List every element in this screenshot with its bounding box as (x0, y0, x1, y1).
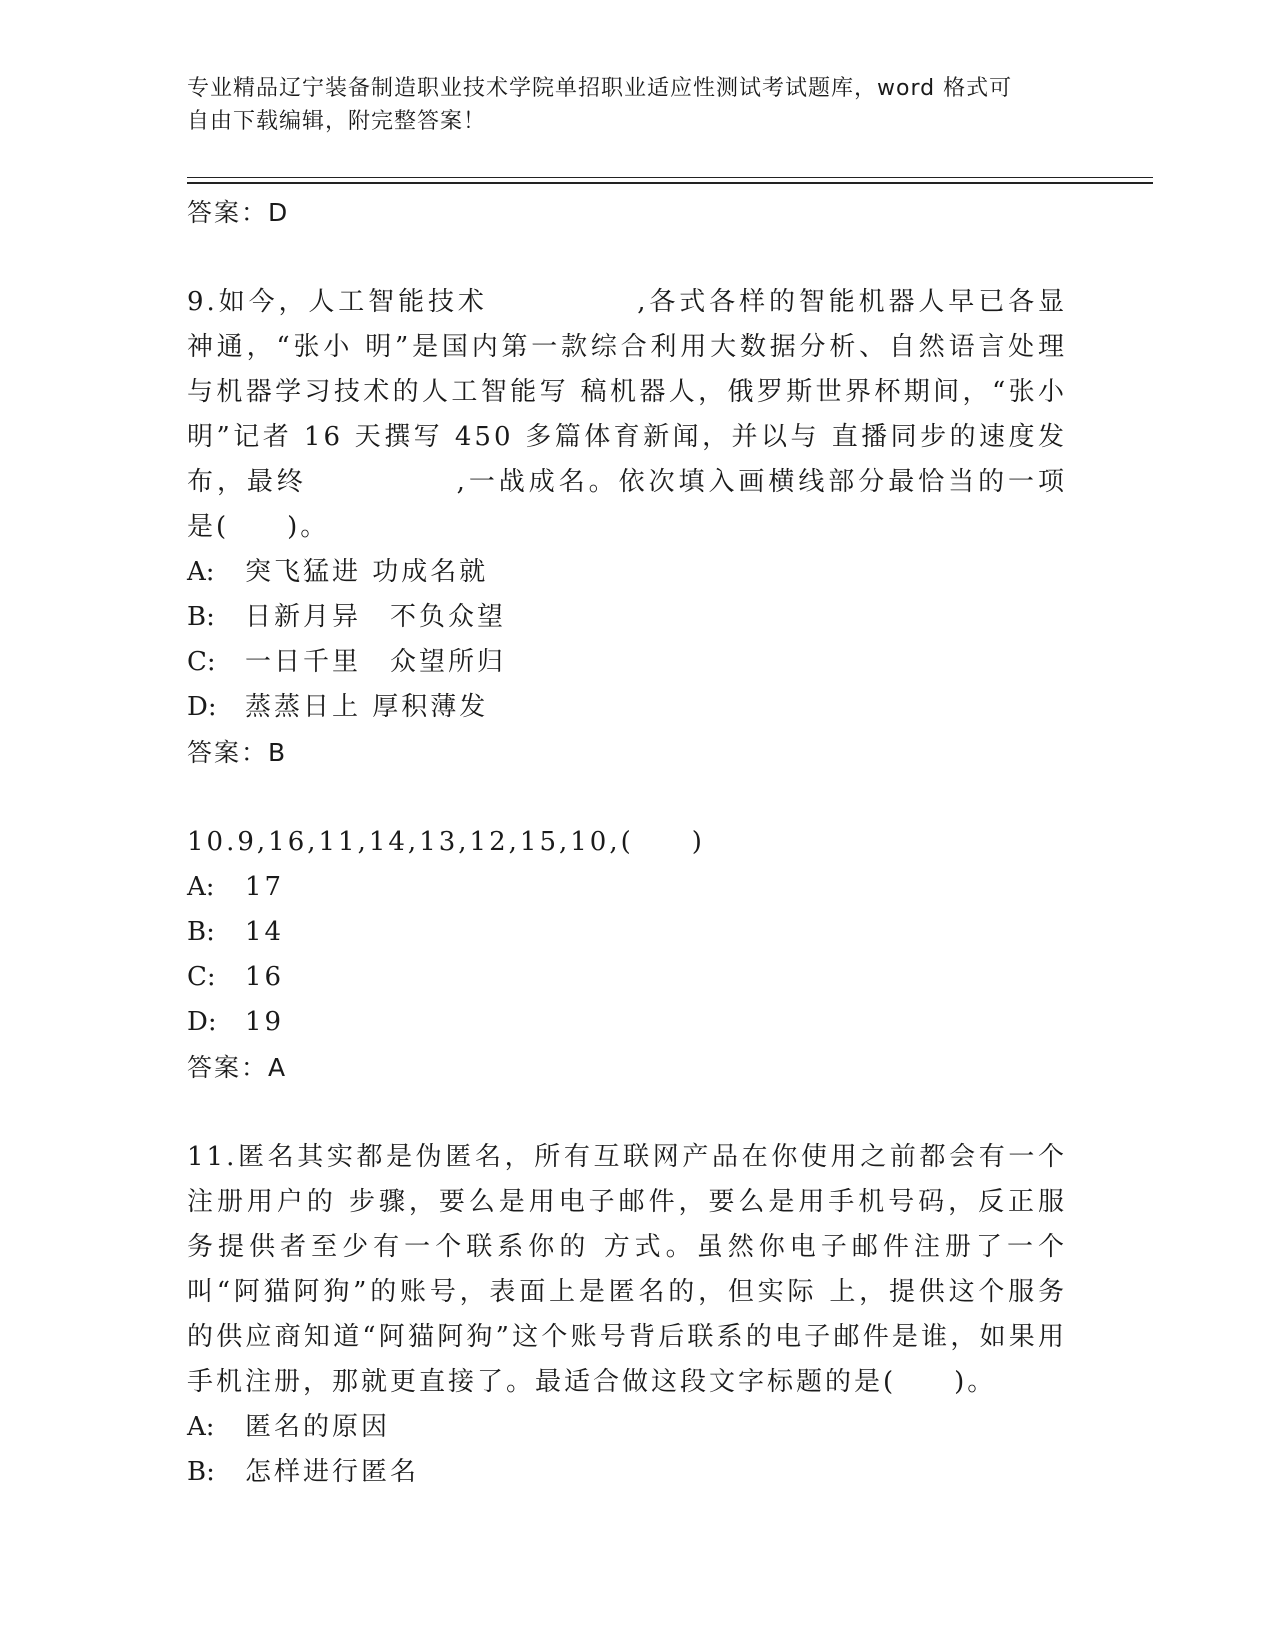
previous-answer: 答案：D (187, 198, 290, 227)
option-d (187, 1000, 1067, 1045)
question-block (187, 280, 1067, 775)
option-b (187, 595, 1067, 640)
option-text: 突飞猛进 功成名就 (245, 557, 489, 587)
option-a (187, 1405, 1067, 1450)
header-line-1: 专业精品辽宁装备制造职业技术学院单招职业适应性测试考试题库，word 格式可 (187, 76, 1013, 101)
question-list (187, 190, 1067, 1495)
spacer (187, 1090, 1067, 1135)
option-text: 蒸蒸日上 厚积薄发 (245, 692, 489, 722)
answer: 答案：A (187, 1053, 288, 1082)
option-text: 14 (245, 917, 285, 947)
option-label: C: (187, 647, 216, 677)
option-label: A: (187, 872, 215, 902)
page-header (187, 72, 1067, 138)
option-label: A: (187, 557, 215, 587)
option-text: 一日千里 众望所归 (245, 647, 507, 677)
question-text: 11.匿名其实都是伪匿名，所有互联网产品在你使用之前都会有一个注册用户的 步骤，要么是用电子邮件，要么是用手机号码，反正服务提供者至少有一个联系你的 方式。虽然你电子邮件注册了一个叫“阿猫阿狗”的账号，表面上是匿名的，但实际 上，提供这个服务的供应商知道“阿猫阿狗”这个账号背后联系的电子邮件是谁，如果用手机注册，那就更直接了。最适合做这段文字标题的是( )。 (187, 1142, 1067, 1397)
option-text: 日新月异 不负众望 (245, 602, 507, 632)
option-label: A: (187, 1412, 215, 1442)
option-b (187, 1450, 1067, 1495)
option-text: 19 (245, 1007, 285, 1037)
option-text: 匿名的原因 (245, 1412, 391, 1442)
answer: 答案：B (187, 738, 288, 767)
option-d (187, 685, 1067, 730)
option-text: 17 (245, 872, 285, 902)
option-a (187, 550, 1067, 595)
spacer (187, 775, 1067, 820)
option-label: C: (187, 962, 216, 992)
option-b (187, 910, 1067, 955)
question-text: 10.9,16,11,14,13,12,15,10,( ) (187, 827, 705, 857)
option-label: D: (187, 1007, 217, 1037)
option-c (187, 640, 1067, 685)
spacer (187, 235, 1067, 280)
option-text: 怎样进行匿名 (245, 1457, 420, 1487)
option-label: B: (187, 917, 215, 947)
question-block (187, 820, 1067, 1090)
option-label: B: (187, 602, 215, 632)
header-line-2: 自由下载编辑，附完整答案！ (187, 109, 487, 134)
option-label: B: (187, 1457, 215, 1487)
question-block (187, 1135, 1067, 1495)
option-a (187, 865, 1067, 910)
option-text: 16 (245, 962, 285, 992)
header-rule-thin (187, 177, 1153, 178)
option-label: D: (187, 692, 217, 722)
header-rule-thick (187, 182, 1153, 184)
option-c (187, 955, 1067, 1000)
question-text: 9.如今，人工智能技术 ,各式各样的智能机器人早已各显神通，“张小 明”是国内第一款综合利用大数据分析、自然语言处理与机器学习技术的人工智能写 稿机器人，俄罗斯世界杯期间，“张小明”记者 16 天撰写 450 多篇体育新闻，并以与 直播同步的速度发布，最终 ,一战成名。依次填入画横线部分最恰当的一项是( )。 (187, 287, 1067, 542)
